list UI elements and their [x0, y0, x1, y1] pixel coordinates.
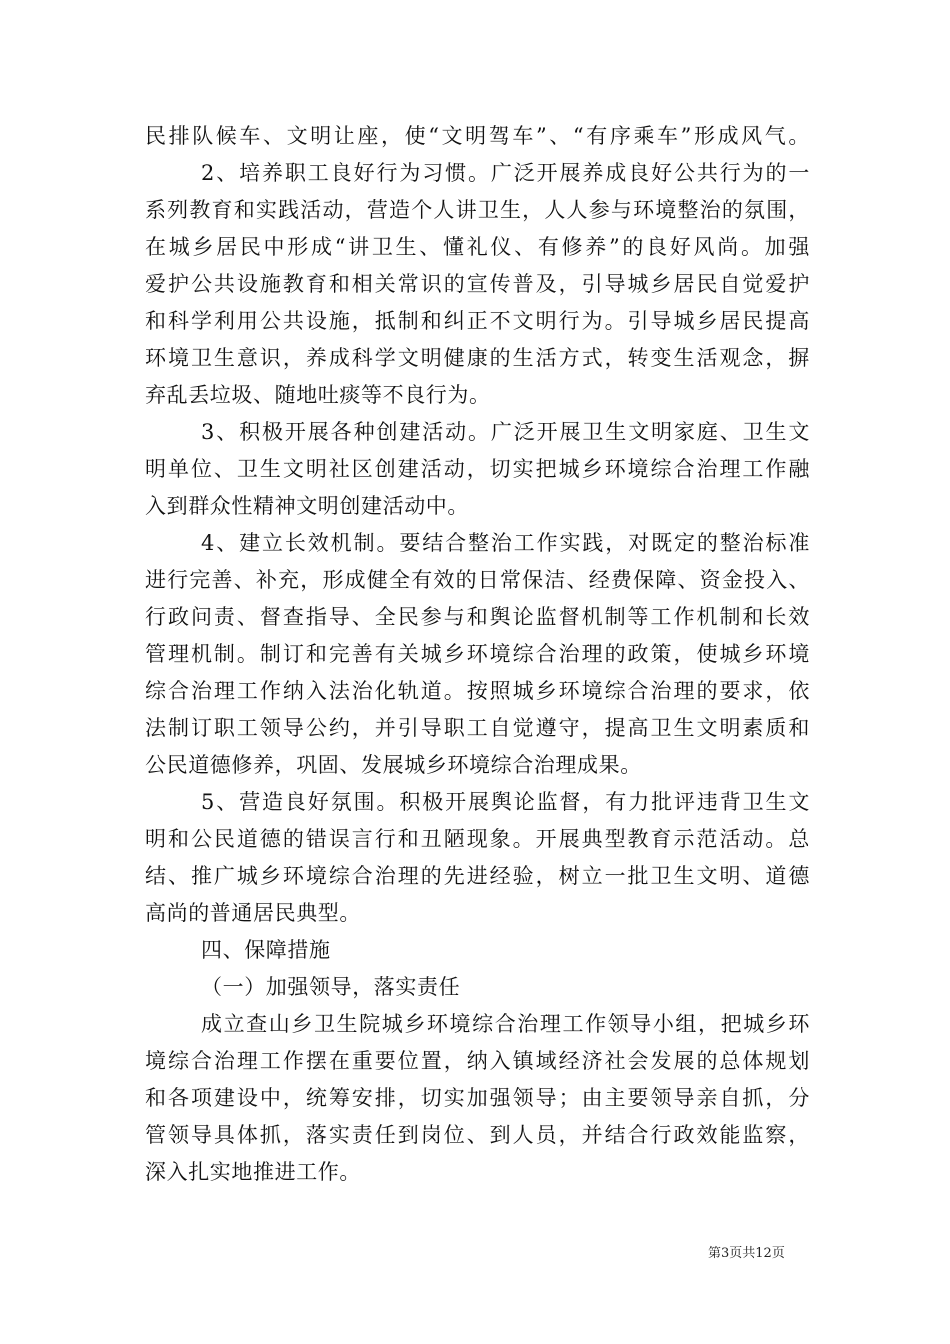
- text-line: 高尚的普通居民典型。: [145, 901, 361, 925]
- text-line: 和各项建设中，统筹安排，切实加强领导；由主要领导亲自抓，分: [145, 1086, 810, 1110]
- text-line: 明和公民道德的错误言行和丑陋现象。开展典型教育示范活动。总: [145, 827, 810, 851]
- text-line: 入到群众性精神文明创建活动中。: [145, 494, 469, 518]
- text-line: 深入扎实地推进工作。: [145, 1160, 361, 1184]
- paragraph-4-heading-line: 4、建立长效机制。要结合整治工作实践，对既定的整治标准: [201, 531, 810, 555]
- paragraph-3-heading-line: 3、积极开展各种创建活动。广泛开展卫生文明家庭、卫生文: [201, 420, 810, 444]
- text-line: 境综合治理工作摆在重要位置，纳入镇域经济社会发展的总体规划: [145, 1049, 810, 1073]
- text-line: 成立查山乡卫生院城乡环境综合治理工作领导小组，把城乡环: [201, 1012, 810, 1036]
- text-line: 弃乱丢垃圾、随地吐痰等不良行为。: [145, 383, 491, 407]
- text-line: 和科学利用公共设施，抵制和纠正不文明行为。引导城乡居民提高: [145, 309, 810, 333]
- document-body: [145, 118, 810, 1191]
- text-line: 行政问责、督查指导、全民参与和舆论监督机制等工作机制和长效: [145, 605, 810, 629]
- text-line: 管理机制。制订和完善有关城乡环境综合治理的政策，使城乡环境: [145, 642, 810, 666]
- subsection-heading: （一）加强领导，落实责任: [201, 975, 461, 999]
- text-line: 结、推广城乡环境综合治理的先进经验，树立一批卫生文明、道德: [145, 864, 810, 888]
- text-line: 综合治理工作纳入法治化轨道。按照城乡环境综合治理的要求，依: [145, 679, 810, 703]
- paragraph-5-heading-line: 5、营造良好氛围。积极开展舆论监督，有力批评违背卫生文: [201, 790, 810, 814]
- text-line: 公民道德修养，巩固、发展城乡环境综合治理成果。: [145, 753, 642, 777]
- text-line: 爱护公共设施教育和相关常识的宣传普及，引导城乡居民自觉爱护: [145, 272, 810, 296]
- text-line: 在城乡居民中形成“讲卫生、懂礼仪、有修养”的良好风尚。加强: [145, 235, 810, 259]
- text-line: 明单位、卫生文明社区创建活动，切实把城乡环境综合治理工作融: [145, 457, 810, 481]
- text-line: 进行完善、补充，形成健全有效的日常保洁、经费保障、资金投入、: [145, 568, 810, 592]
- text-line: 系列教育和实践活动，营造个人讲卫生，人人参与环境整治的氛围，: [145, 198, 810, 222]
- text-line: 法制订职工领导公约，并引导职工自觉遵守，提高卫生文明素质和: [145, 716, 810, 740]
- page-number: 第3页共12页: [708, 1246, 785, 1261]
- text-line: 民排队候车、文明让座，使“文明驾车”、“有序乘车”形成风气。: [145, 124, 810, 148]
- section-heading: 四、保障措施: [201, 938, 331, 962]
- text-line: 环境卫生意识，养成科学文明健康的生活方式，转变生活观念，摒: [145, 346, 810, 370]
- text-line: 管领导具体抓，落实责任到岗位、到人员，并结合行政效能监察，: [145, 1123, 810, 1147]
- paragraph-2-heading-line: 2、培养职工良好行为习惯。广泛开展养成良好公共行为的一: [201, 161, 810, 185]
